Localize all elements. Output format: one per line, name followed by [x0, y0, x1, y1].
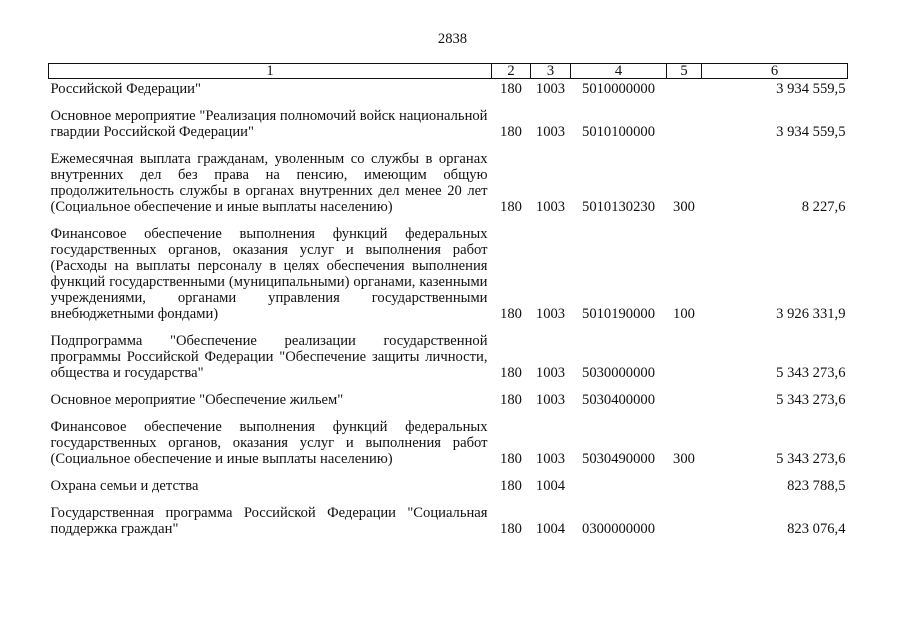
row-target-code: 5010000000 — [582, 81, 655, 97]
row-section-code: 1003 — [535, 392, 566, 408]
row-chapter-code: 180 — [500, 451, 522, 467]
row-expense-type — [667, 322, 702, 381]
page-number: 2838 — [437, 31, 468, 47]
row-amount: 823 788,5 — [787, 478, 846, 494]
table-row — [49, 408, 848, 467]
row-section-code: 1003 — [535, 124, 566, 140]
row-description: Охрана семьи и детства — [50, 478, 199, 494]
row-expense-type — [667, 79, 702, 98]
header-col-1: 1 — [49, 64, 492, 79]
row-target-code — [571, 467, 667, 494]
row-description: Основное мероприятие "Реализация полномочий войск национальной гвардии Российской Федерации" — [50, 108, 488, 140]
row-section-code: 1003 — [535, 199, 566, 215]
row-description: Основное мероприятие "Обеспечение жильем" — [50, 392, 344, 408]
row-amount: 8 227,6 — [801, 199, 846, 215]
header-col-5: 5 — [667, 64, 702, 79]
table-row — [49, 97, 848, 140]
row-section-code: 1003 — [535, 306, 566, 322]
row-target-code: 5010100000 — [582, 124, 655, 140]
row-description: Финансовое обеспечение выполнения функций федеральных государственных органов, оказания услуг и выполнения работ (Социальное обеспечение и иные выплаты населению) — [50, 419, 488, 467]
row-section-code: 1004 — [535, 478, 566, 494]
row-amount: 823 076,4 — [787, 521, 846, 537]
table-row — [49, 322, 848, 381]
row-amount: 3 926 331,9 — [776, 306, 846, 322]
row-amount: 5 343 273,6 — [776, 451, 846, 467]
row-target-code: 5030400000 — [582, 392, 655, 408]
row-description: Финансовое обеспечение выполнения функций федеральных государственных органов, оказания услуг и выполнения работ (Расходы на выплаты персоналу в целях обеспечения выполнения функций государственными (муниципальными) органами, казенными учреждениями, органами управления государственными внебюджетными фондами) — [50, 226, 488, 322]
row-expense-type — [667, 381, 702, 408]
row-section-code: 1004 — [535, 521, 566, 537]
header-col-2: 2 — [492, 64, 531, 79]
table-row — [49, 494, 848, 537]
row-chapter-code: 180 — [500, 306, 522, 322]
row-description: Ежемесячная выплата гражданам, уволенным со службы в органах внутренних дел без права на пенсию, имеющим общую продолжительность службы в органах внутренних дел менее 20 лет (Социальное обеспечение и иные выплаты населению) — [50, 151, 488, 215]
row-expense-type — [667, 494, 702, 537]
row-expense-type: 300 — [673, 199, 695, 215]
table-row — [49, 79, 848, 98]
row-description: Подпрограмма "Обеспечение реализации государственной программы Российской Федерации "Обеспечение защиты личности, общества и государства" — [50, 333, 488, 381]
row-target-code: 5030000000 — [582, 365, 655, 381]
row-amount: 3 934 559,5 — [776, 81, 846, 97]
row-chapter-code: 180 — [500, 81, 522, 97]
table-row — [49, 215, 848, 322]
header-col-6: 6 — [702, 64, 848, 79]
row-section-code: 1003 — [535, 451, 566, 467]
row-chapter-code: 180 — [500, 478, 522, 494]
row-description: Российской Федерации" — [50, 81, 201, 97]
row-expense-type: 300 — [673, 451, 695, 467]
row-chapter-code: 180 — [500, 392, 522, 408]
row-amount: 3 934 559,5 — [776, 124, 846, 140]
row-chapter-code: 180 — [500, 124, 522, 140]
row-expense-type: 100 — [673, 306, 695, 322]
row-chapter-code: 180 — [500, 521, 522, 537]
table-row — [49, 381, 848, 408]
budget-table — [48, 63, 848, 537]
table-row — [49, 467, 848, 494]
row-target-code: 5010130230 — [582, 199, 655, 215]
header-col-3: 3 — [531, 64, 571, 79]
row-target-code: 5010190000 — [582, 306, 655, 322]
table-body — [49, 79, 848, 538]
table-row — [49, 140, 848, 215]
table-header — [49, 64, 848, 79]
header-col-4: 4 — [571, 64, 667, 79]
row-expense-type — [667, 467, 702, 494]
row-target-code: 0300000000 — [582, 521, 655, 537]
row-amount: 5 343 273,6 — [776, 392, 846, 408]
row-amount: 5 343 273,6 — [776, 365, 846, 381]
row-target-code: 5030490000 — [582, 451, 655, 467]
row-section-code: 1003 — [535, 81, 566, 97]
row-expense-type — [667, 97, 702, 140]
row-description: Государственная программа Российской Федерации "Социальная поддержка граждан" — [50, 505, 488, 537]
row-chapter-code: 180 — [500, 199, 522, 215]
row-chapter-code: 180 — [500, 365, 522, 381]
row-section-code: 1003 — [535, 365, 566, 381]
